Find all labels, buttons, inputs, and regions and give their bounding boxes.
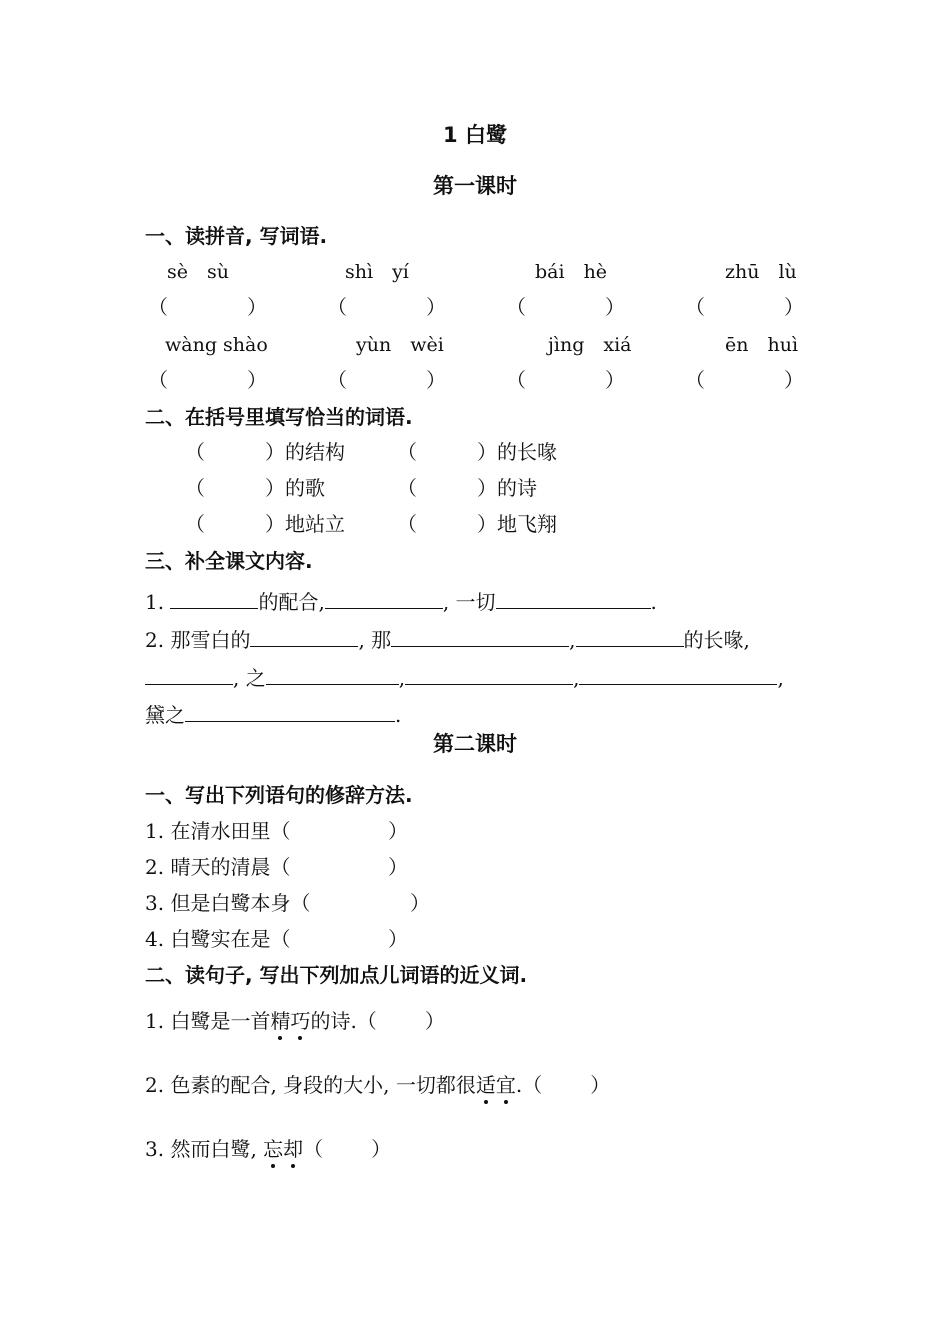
pinyin-item: zhū lù [725,261,797,283]
pinyin-item: ēn huì [725,334,799,356]
blank-line[interactable] [266,663,399,685]
page-title: 1 白鹭 [443,123,507,147]
answer-open-paren[interactable]: （ [506,295,526,319]
rhetoric-item: 4. 白鹭实在是（ [145,927,291,951]
blank-line[interactable] [391,625,569,647]
fill-item: ）的诗 [477,476,537,500]
sentence-text[interactable]: .（ [515,1073,543,1097]
sentence-text[interactable]: （ [303,1137,324,1161]
text-segment: , 之 [233,666,266,690]
answer-open-paren[interactable]: （ [506,368,526,392]
answer-close-paren: ） [388,819,408,843]
text-segment: 的长喙, [683,628,750,652]
text-segment: 2. 那雪白的 [145,628,251,652]
pinyin-item: yùn wèi [356,334,444,356]
answer-open-paren[interactable]: （ [185,512,205,536]
blank-line[interactable] [145,663,233,685]
pinyin-item: bái hè [535,261,608,283]
synonym-sentence-2 [145,1075,610,1095]
answer-close-paren: ） [388,855,408,879]
text-segment: , 一切 [442,590,496,614]
lesson1-heading: 第一课时 [433,174,517,198]
answer-open-paren[interactable]: （ [397,440,417,464]
fill-item: ）地站立 [265,512,345,536]
text-segment: , [573,666,580,690]
fill-item: ）地飞翔 [477,512,557,536]
l1-q3-title: 三、补全课文内容. [145,549,313,573]
answer-open-paren[interactable]: （ [327,295,347,319]
text-fill-line-4 [145,700,401,725]
answer-close-paren: ） [388,927,408,951]
answer-close-paren: ） [605,368,625,392]
blank-line[interactable] [576,625,684,647]
answer-open-paren[interactable]: （ [685,368,705,392]
answer-close-paren: ） [247,295,267,319]
fill-item: ）的歌 [265,476,325,500]
blank-line[interactable] [170,587,258,609]
dotted-char: 精 [270,1009,291,1033]
lesson2-heading: 第二课时 [433,732,517,756]
synonym-sentence-3 [145,1139,391,1159]
blank-line[interactable] [496,587,651,609]
dotted-char: 宜 [495,1073,516,1097]
l2-q1-title: 一、写出下列语句的修辞方法. [145,783,413,807]
answer-close-paren: ） [410,891,430,915]
answer-open-paren[interactable]: （ [148,368,168,392]
text-segment: 1. [145,590,165,614]
l1-q1-title: 一、读拼音, 写词语. [145,224,328,248]
blank-line[interactable] [185,700,395,722]
sentence-text: 3. 然而白鹭, [145,1137,264,1161]
answer-open-paren[interactable]: （ [185,476,205,500]
sentence-text: 2. 色素的配合, 身段的大小, 一切都很 [145,1073,476,1097]
sentence-text: 1. 白鹭是一首 [145,1009,271,1033]
l2-q2-title: 二、读句子, 写出下列加点儿词语的近义词. [145,963,528,987]
answer-close-paren: ） [371,1137,392,1161]
fill-item: ）的结构 [265,440,345,464]
text-segment: , 那 [358,628,392,652]
text-segment: , [777,666,784,690]
blank-line[interactable] [325,587,443,609]
rhetoric-item: 3. 但是白鹭本身（ [145,891,311,915]
answer-open-paren[interactable]: （ [397,512,417,536]
dotted-char: 忘 [263,1137,284,1161]
l1-q2-title: 二、在括号里填写恰当的词语. [145,405,413,429]
text-segment: . [650,590,657,614]
rhetoric-item: 1. 在清水田里（ [145,819,291,843]
pinyin-item: jìng xiá [548,334,632,356]
text-fill-line-2 [145,625,750,650]
text-segment: , [569,628,576,652]
answer-open-paren[interactable]: （ [148,295,168,319]
fill-item: ）的长喙 [477,440,557,464]
answer-close-paren: ） [424,1009,445,1033]
sentence-text[interactable]: 的诗.（ [310,1009,377,1033]
answer-close-paren: ） [426,295,446,319]
text-fill-line-1 [145,587,657,612]
dotted-char: 巧 [290,1009,311,1033]
answer-close-paren: ） [605,295,625,319]
rhetoric-item: 2. 晴天的清晨（ [145,855,291,879]
answer-open-paren[interactable]: （ [685,295,705,319]
text-segment: , [398,666,406,690]
answer-close-paren: ） [784,368,804,392]
dotted-char: 却 [283,1137,304,1161]
answer-open-paren[interactable]: （ [327,368,347,392]
answer-close-paren: ） [784,295,804,319]
text-fill-line-3 [145,663,784,688]
answer-close-paren: ） [247,368,267,392]
answer-open-paren[interactable]: （ [185,440,205,464]
synonym-sentence-1 [145,1011,445,1031]
answer-close-paren: ） [426,368,446,392]
dotted-char: 适 [475,1073,496,1097]
text-segment: . [395,703,402,727]
blank-line[interactable] [579,663,777,685]
text-segment: 的配合, [258,590,325,614]
pinyin-item: shì yí [345,261,409,283]
pinyin-item: wàng shào [165,334,268,356]
blank-line[interactable] [250,625,358,647]
pinyin-item: sè sù [167,261,229,283]
answer-open-paren[interactable]: （ [397,476,417,500]
text-segment: 黛之 [145,703,185,727]
blank-line[interactable] [405,663,573,685]
answer-close-paren: ） [590,1073,611,1097]
